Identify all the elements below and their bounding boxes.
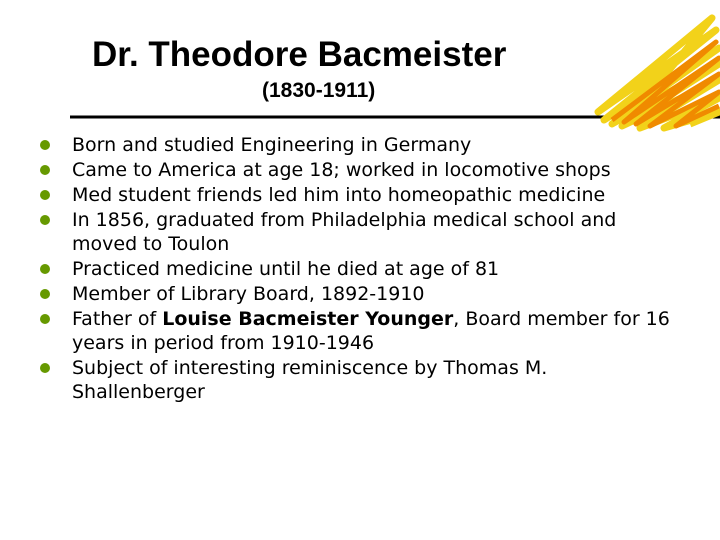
- bullet-text: Subject of interesting reminiscence by Thomas M. Shallenberger: [72, 357, 548, 403]
- bullet-item: [40, 282, 680, 306]
- bullet-dot-icon: [40, 140, 50, 150]
- bullet-dot-icon: [40, 215, 50, 225]
- bullet-text: Member of Library Board, 1892-1910: [72, 283, 425, 305]
- bullet-text: Practiced medicine until he died at age of 81: [72, 258, 500, 280]
- slide-subtitle: (1830-1911): [262, 79, 376, 102]
- bullet-text-prefix: Father of: [72, 308, 163, 330]
- slide-title: Dr. Theodore Bacmeister: [92, 35, 507, 74]
- bullet-item: [40, 158, 680, 182]
- bullet-dot-icon: [40, 363, 50, 373]
- bullet-dot-icon: [40, 165, 50, 175]
- bullet-text: In 1856, graduated from Philadelphia medical school and moved to Toulon: [72, 209, 617, 255]
- bullet-item: [40, 356, 680, 404]
- bullet-text: Came to America at age 18; worked in locomotive shops: [72, 159, 611, 181]
- bullet-list: [40, 133, 680, 405]
- bullet-item: [40, 133, 680, 157]
- bullet-item: [40, 208, 680, 256]
- bullet-item: [40, 183, 680, 207]
- bullet-text: [72, 308, 670, 354]
- bullet-text-bold-name: Louise Bacmeister Younger: [162, 308, 454, 330]
- bullet-text-suffix: , Board member for 16 years in period from 1910-1946: [72, 308, 670, 354]
- bullet-item: [40, 307, 680, 355]
- bullet-text: Born and studied Engineering in Germany: [72, 134, 472, 156]
- bullet-dot-icon: [40, 190, 50, 200]
- bullet-text: Med student friends led him into homeopathic medicine: [72, 184, 606, 206]
- bullet-dot-icon: [40, 314, 50, 324]
- bullet-dot-icon: [40, 289, 50, 299]
- bullet-item: [40, 257, 680, 281]
- bullet-dot-icon: [40, 264, 50, 274]
